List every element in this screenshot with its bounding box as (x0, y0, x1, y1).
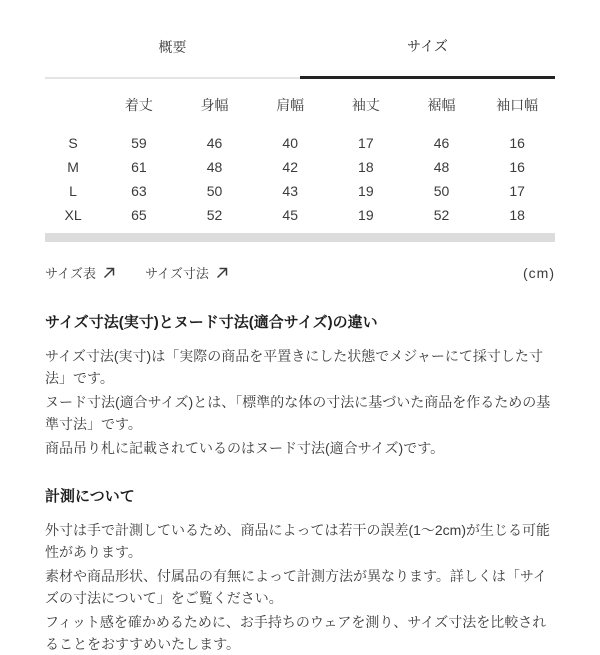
cell: 17 (509, 183, 525, 199)
external-link-icon (216, 267, 228, 279)
cell: 63 (131, 183, 147, 199)
table-row-l (45, 179, 555, 203)
paragraph: サイズ寸法(実寸)は「実際の商品を平置きにした状態でメジャーにて採寸した寸法」です。 (45, 348, 543, 386)
paragraph: 外寸は手で計測しているため、商品によっては若干の誤差(1〜2cm)が生じる可能性があります。 (45, 522, 550, 560)
cell: 46 (206, 135, 223, 151)
cell: 40 (282, 135, 298, 151)
size-table (45, 93, 555, 227)
links-row (45, 263, 555, 282)
tab-size-label: サイズ (407, 38, 448, 54)
section-measurement (45, 486, 555, 655)
cell: 16 (509, 159, 525, 175)
cell: 52 (206, 207, 223, 223)
cell: 50 (206, 183, 223, 199)
cell: 19 (358, 207, 374, 223)
external-link-icon (103, 267, 115, 279)
cell: 61 (131, 159, 147, 175)
cell: 45 (282, 207, 298, 223)
table-row-xl (45, 203, 555, 227)
size-label-column-header (45, 93, 101, 131)
cell: 19 (358, 183, 374, 199)
cell: 17 (358, 135, 374, 151)
size-chart-link[interactable] (45, 263, 115, 282)
column-header: 袖丈 (351, 97, 380, 113)
cell: 46 (433, 135, 450, 151)
horizontal-scrollbar[interactable] (45, 233, 555, 242)
unit-label: (cm) (523, 264, 555, 281)
column-header: 肩幅 (276, 97, 305, 113)
cell: 18 (358, 159, 374, 175)
cell: 16 (509, 135, 525, 151)
tab-size[interactable] (300, 0, 555, 79)
paragraph: フィット感を確かめるために、お手持ちのウェアを測り、サイズ寸法を比較されることをおすすめいたします。 (45, 614, 547, 652)
table-row-m (45, 155, 555, 179)
tab-overview-label: 概要 (158, 39, 187, 55)
cell: 59 (131, 135, 147, 151)
paragraph: 素材や商品形状、付属品の有無によって計測方法が異なります。詳しくは「サイズの寸法について」をご覧ください。 (45, 568, 547, 606)
cell: 42 (282, 159, 298, 175)
size-dimensions-link[interactable] (145, 263, 228, 282)
section-size-dimensions (45, 312, 555, 459)
section-heading: 計測について (45, 488, 135, 505)
cell: 65 (131, 207, 147, 223)
size-table-header-row (45, 93, 555, 131)
size-label: M (67, 159, 79, 175)
column-header: 着丈 (124, 97, 153, 113)
column-header: 身幅 (200, 97, 229, 113)
cell: 48 (206, 159, 223, 175)
cell: 52 (433, 207, 450, 223)
tab-bar (45, 0, 555, 79)
column-header: 裾幅 (427, 97, 456, 113)
column-header: 袖口幅 (496, 97, 539, 113)
cell: 18 (509, 207, 525, 223)
cell: 50 (433, 183, 450, 199)
size-dimensions-link-label: サイズ寸法 (144, 266, 209, 281)
tab-overview[interactable] (45, 1, 300, 79)
paragraph: 商品吊り札に記載されているのはヌード寸法(適合サイズ)です。 (45, 440, 445, 456)
cell: 43 (282, 183, 298, 199)
table-row-s (45, 131, 555, 155)
size-label: S (68, 135, 78, 151)
section-heading: サイズ寸法(実寸)とヌード寸法(適合サイズ)の違い (45, 314, 378, 331)
size-label: XL (64, 207, 82, 223)
size-chart-link-label: サイズ表 (45, 266, 96, 281)
paragraph: ヌード寸法(適合サイズ)とは、「標準的な体の寸法に基づいた商品を作るための基準寸法」です。 (45, 394, 551, 432)
cell: 48 (433, 159, 450, 175)
size-label: L (69, 183, 77, 199)
